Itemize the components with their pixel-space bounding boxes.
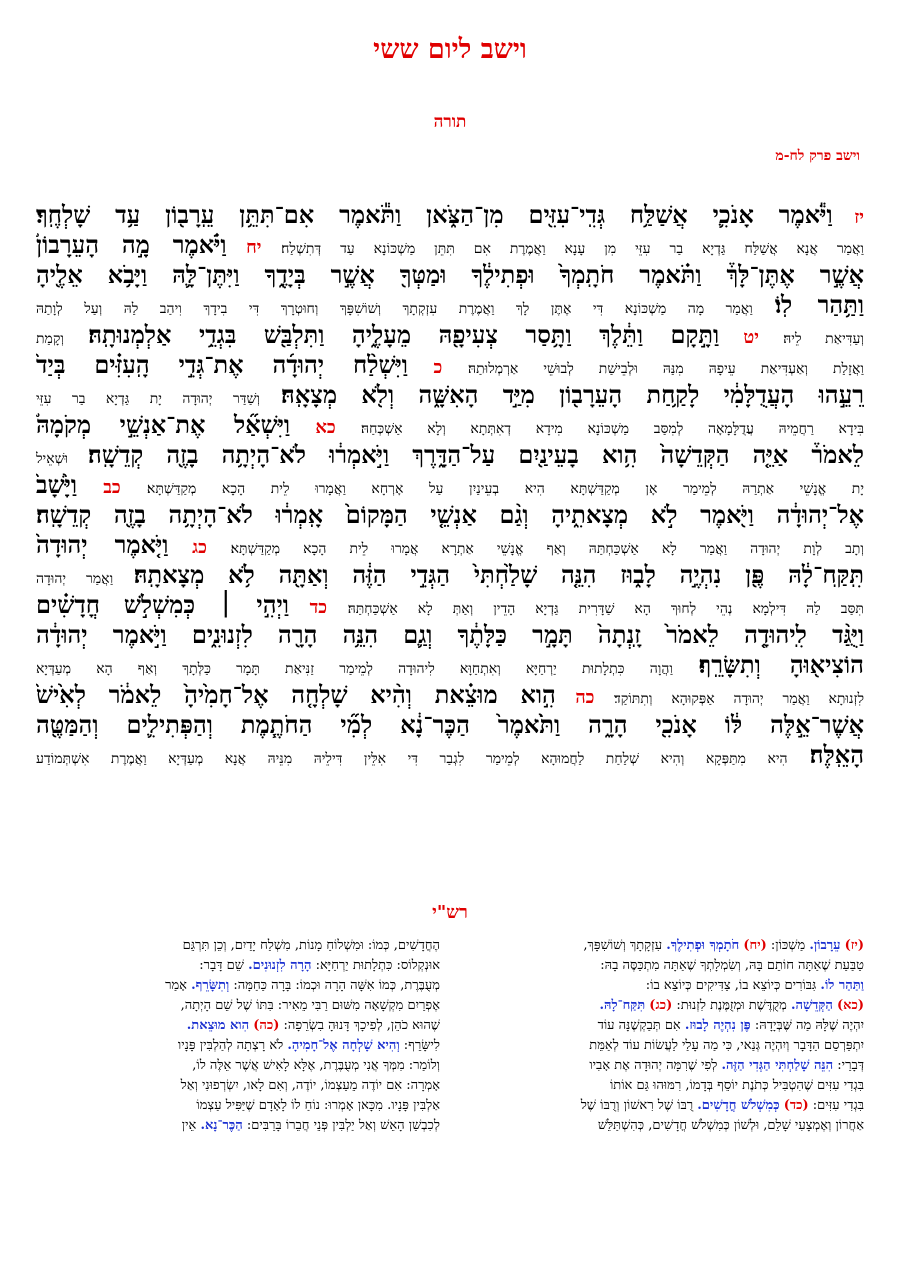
rashi-title: רש"י	[432, 902, 468, 923]
rashi-text: בִּגְדִי עִזִּים שֶׁהִטְבִּיל כְּתֹנֶת יוֹסֵף בְּדָמוֹ, רִמּוּהוּ גַּם אוֹתוֹ	[609, 1078, 864, 1093]
rashi-heading: תִּקַּח־לָהּ.	[599, 998, 646, 1013]
rashi-heading: הַכֶּר־נָא.	[200, 1118, 243, 1133]
targum-text: בִּידָא רַחֲמֵיהּ עֲדֻלָּמָאָה לְמִסַּב מַשְׁכּוֹנָא מִידָא דְאִתְּתָא וְלָא אַשְׁכְּחַהּ׃	[361, 421, 864, 437]
rashi-line	[464, 976, 864, 996]
verse-number: יז	[854, 207, 864, 228]
verse-text: אֶל־יְהוּדָ֔ה וַיֹּ֖אמֶר לֹ֣א מְצָאתִ֑יהָ וְגַ֨ם אַנְשֵׁ֤י הַמָּקוֹם֙ אָֽמְר֔וּ לֹא־הָיְתָ֥ה בָזֶ֖ה קְדֵשָֽׁה׃	[36, 500, 864, 529]
rashi-line	[40, 1096, 440, 1116]
targum-text: וְקָמַת	[36, 331, 64, 347]
section-title: תורה	[433, 112, 467, 132]
rashi-line	[40, 1076, 440, 1096]
torah-line	[36, 470, 864, 500]
torah-line	[36, 410, 864, 440]
rashi-line	[464, 1076, 864, 1096]
torah-line	[36, 290, 864, 320]
torah-line	[36, 350, 864, 380]
rashi-line	[40, 996, 440, 1016]
rashi-column-left	[40, 936, 440, 1136]
rashi-line	[464, 936, 864, 956]
rashi-text: אֵין	[181, 1118, 197, 1133]
verse-text: וַיִּשְׁלַ֨ח יְהוּדָ֜ה אֶת־גְּדִ֣י הָֽעִזִּ֗ים בְּיַד֙	[36, 350, 408, 379]
rashi-text: לֹא רָצְתָה לְהַלְבִּין פָּנָיו	[177, 1038, 284, 1053]
rashi-column-right	[464, 936, 864, 1136]
rashi-text: יִהְיֶה שֶׁלָּהּ מַה שֶּׁבְּיָדָהּ:	[754, 1018, 864, 1033]
verse-number: יט	[743, 327, 759, 348]
rashi-heading: וְהִיא שָׁלְחָה אֶל־חָמִיהָ.	[287, 1038, 400, 1053]
rashi-text: אֶפְרַיִם מִקְשָׁאָה מִשּׁוּם רַבִּי מֵאִיר: בִּתּוֹ שֶׁל שֵׁם הָיְתָה,	[180, 998, 440, 1013]
rashi-text: לְפִי שֶׁרִמָּה יְהוּדָה אֶת אָבִיו	[589, 1058, 718, 1073]
rashi-line	[40, 1016, 440, 1036]
verse-text: וַיֻּגַּ֨ד לִֽיהוּדָ֤ה לֵאמֹר֙ זָֽנְתָה֙ תָּמָ֣ר כַּלָּתֶ֔ךָ וְגַ֛ם הִנֵּ֥ה הָרָ֖ה לִזְנוּנִ֑ים וַיֹּ֣אמֶר יְהוּדָ֔ה	[36, 620, 864, 649]
rashi-heading: וַתַּהַר לוֹ.	[820, 978, 864, 993]
torah-line	[36, 680, 864, 710]
verse-number: כב	[103, 477, 121, 498]
targum-text: לִזְנוּתָא וַאֲמַר יְהוּדָה אַפְּקוּהָא וְתִתּוֹקַד׃	[614, 691, 864, 707]
rashi-line	[40, 976, 440, 996]
verse-text: אֲשֶׁ֣ר אֶתֶּן־לָּךְ֒ וַתֹּ֗אמֶר חֹתָֽמְךָ֙ וּפְתִילֶ֔ךָ וּמַטְּךָ֖ אֲשֶׁ֣ר בְּיָדֶ֑ךָ וַיִּתֶּן־לָּ֛הּ וַיָּבֹ֥א אֵלֶ֖יהָ	[36, 260, 864, 289]
verse-number: כא	[315, 417, 336, 438]
rashi-verse-number: (יז)	[844, 938, 864, 953]
rashi-text: לִישָּׂרֵף:	[403, 1038, 440, 1053]
rashi-text: וְלוֹמַר: מִמְּךָ אֲנִי מְעֻבֶּרֶת, אֶלָּא לָאִישׁ אֲשֶׁר אֵלֶּה לוֹ,	[192, 1058, 440, 1073]
verse-text: וַיֹּ֤אמֶר יְהוּדָה֙	[36, 530, 169, 559]
rashi-text: בִּגְדִי עִזִּים:	[812, 1098, 864, 1113]
rashi-line	[464, 1036, 864, 1056]
targum-text: הִיא מִתַּפְּקָא וְהִיא שְׁלַחַת לַחֲמוּהָא לְמֵימַר לִגְבַר דִּי אִלֵּין דִּילֵיהּ מִנֵּיהּ אֲנָא מְעַדְּיָא וַאֲמֶרֶת אִשְׁתְּמוֹדַע	[36, 751, 788, 767]
rashi-text: הֶחֳדָשִׁים, כְּמוֹ: וּמִשְׁלוֹחַ מָנוֹת, מִשְׁלַח יָדַיִם, וְכֵן תִּרְגֵּם	[182, 938, 440, 953]
rashi-heading: חֹתָמְךָ וּפְתִילֶךָ.	[666, 938, 740, 953]
targum-text: וַאֲמַר מָה מַשְׁכּוֹנָא דִּי אֶתֶּן לָךְ וַאֲמֶרֶת עִזְקְתָךְ וְשׁוֹשִׁפָּךְ וְחוּטְרָךְ דִּי בִידָךְ וִיהַב לַהּ וְעַל לְוָתַהּ	[36, 301, 753, 317]
rashi-text: אַלְבִּין פָּנָיו. מִכָּאן אָמְרוּ: נוֹחַ לוֹ לָאָדָם שֶׁיַּפִּיל עַצְמוֹ	[196, 1098, 440, 1113]
rashi-line	[464, 1016, 864, 1036]
rashi-text: מְעֻבֶּרֶת, כְּמוֹ אִשָּׁה הָרָה וּכְמוֹ: בָּרָה כַּחַמָּה:	[233, 978, 440, 993]
verse-text: וַתָּ֣קָם וַתֵּ֔לֶךְ וַתָּ֥סַר צְעִיפָ֖הּ מֵעָלֶ֑יהָ וַתִּלְבַּ֖שׁ בִּגְדֵ֥י אַלְמְנוּתָֽהּ׃	[88, 320, 720, 349]
targum-text: יָת אֱנָשֵׁי אַתְרַהּ לְמֵימַר אָן מְקַדַּשְׁתָּא הִיא בְעֵינַיִן עַל אָרְחָא וַאֲמָרוּ לֵית הָכָא מְקַדַּשְׁתָּא׃	[146, 481, 864, 497]
torah-line	[36, 590, 864, 620]
rashi-heading: כְּמִשְׁלֹשׁ חֳדָשִׁים.	[697, 1098, 780, 1113]
verse-number: כד	[309, 597, 328, 618]
rashi-line	[464, 996, 864, 1016]
verse-text: רֵעֵ֣הוּ הָעֲדֻלָּמִ֔י לָקַ֥חַת הָעֵרָב֖וֹן מִיַּ֣ד הָאִשָּׁ֑ה וְלֹ֖א מְצָאָֽהּ׃	[281, 380, 864, 409]
verse-number: כה	[575, 687, 595, 708]
verse-number: כ	[433, 357, 443, 378]
rashi-heading: הִנֵּה שָׁלַחְתִּי הַגְּדִי הַזֶּה.	[721, 1058, 834, 1073]
torah-line	[36, 650, 864, 680]
rashi-heading: הָרָה לִזְנוּנִים.	[248, 958, 312, 973]
torah-line	[36, 380, 864, 410]
torah-line	[36, 710, 864, 740]
torah-text-block	[36, 200, 864, 770]
verse-text: לֵאמֹר֒ אַיֵּ֤ה הַקְּדֵשָׁה֙ הִ֥וא בָעֵינַ֖יִם עַל־הַדָּ֑רֶךְ וַיֹּ֣אמְר֔וּ לֹא־הָיְתָ֥ה בָזֶ֖ה קְדֵשָֽׁה׃	[88, 440, 864, 469]
rashi-line	[40, 956, 440, 976]
verse-text: וַיִּשְׁאַ֞ל אֶת־אַנְשֵׁ֣י מְקֹמָהּ֮	[36, 410, 291, 439]
rashi-text: אָמְרָה: אִם יוֹדֶה מֵעַצְמוֹ, יוֹדֶה, וְאִם לָאו, יִשְׂרְפוּנִי וְאַל	[180, 1078, 440, 1093]
rashi-heading: הִוא מוּצֵאת.	[186, 1018, 250, 1033]
rashi-text: טַבַּעַת שֶׁאַתָּה חוֹתֵם בָּהּ, וְשִׂמְלָתְךָ שֶׁאַתָּה מִתְכַּסֶּה בָהּ:	[600, 958, 864, 973]
rashi-heading: פֶּן נִהְיֶה לָבוּז.	[684, 1018, 751, 1033]
torah-line	[36, 740, 864, 770]
verse-text: וַיָּ֙שָׁב֙	[36, 470, 77, 499]
rashi-text: עִזְקָתָךְ וְשׁוֹשִׁפָּךְ,	[583, 938, 663, 953]
targum-text: וַאֲמַר אֲנָא אֲשַׁלַּח גַּדְיָא בַר עִזֵּי מִן עָנָא וַאֲמֶרֶת אִם תִּתֵּן מַשְׁכּוֹנָא עַד דְּתִשְׁלַח׃	[281, 241, 864, 257]
targum-text: וּשְׁאֵיל	[36, 451, 69, 467]
verse-text: וַיֹּ֗אמֶר מָ֣ה הָעֵרָבוֹן֮	[36, 230, 227, 259]
targum-text: וְשַׁדַּר יְהוּדָה יָת גַּדְיָא בַר עִזֵּי	[36, 391, 260, 407]
torah-line	[36, 620, 864, 650]
torah-line	[36, 230, 864, 260]
rashi-line	[464, 1056, 864, 1076]
rashi-text: אָמַר	[165, 978, 187, 993]
rashi-text: שֶׁהוּא כֹהֵן, לְפִיכָךְ דָּנוּהָ בִשְׂרֵפָה:	[283, 1018, 440, 1033]
torah-line	[36, 500, 864, 530]
verse-text: וַיְהִ֣י ׀ כְּמִשְׁלֹ֣שׁ חֳדָשִׁ֗ים	[36, 590, 289, 619]
chapter-reference: וישב פרק לח-מ	[775, 148, 860, 164]
verse-text: הִ֣וא מוּצֵ֗את וְהִ֨יא שָׁלְחָ֤ה אֶל־חָמִ֙יהָ֙ לֵאמֹ֔ר לְאִ֙ישׁ֙	[36, 680, 556, 709]
torah-line	[36, 560, 864, 590]
rashi-line	[40, 936, 440, 956]
verse-text: אֲשֶׁר־אֵ֣לֶּה לּ֔וֹ אָנֹכִ֖י הָרָ֑ה וַתֹּ֙אמֶר֙ הַכֶּר־נָ֔א לְמִ֞י הַחֹתֶ֧מֶת וְהַפְּתִילִ֛ים וְהַמַּטֶּ֖ה	[36, 710, 864, 739]
torah-line	[36, 200, 864, 230]
rashi-text: אַחֲרוֹן וְאֶמְצָעִי שָׁלֵם, וּלְשׁוֹן כְּמִשְׁלֹשׁ חֳדָשִׁים, כְּהִשְׁתַּלֵּשׁ	[597, 1118, 864, 1133]
verse-text: הָאֵֽלֶּה׃	[809, 740, 864, 769]
rashi-heading: הַקְּדֵשָׁה.	[790, 998, 833, 1013]
targum-text: תִּסַּב לַהּ דִּילְמָא נְהֵי לְחוּךְ הָא שַׁדָּרִית גַּדְיָא הָדֵין וְאַתְּ לָא אַשְׁכַּחְתַּהּ׃	[347, 601, 864, 617]
targum-text: וְתָב לְוָת יְהוּדָה וַאֲמַר לָא אַשְׁכַּחְתַּהּ וְאַף אֱנָשֵׁי אַתְרָא אֲמָרוּ לֵית הָכָא מְקַדַּשְׁתָּא׃	[230, 541, 864, 557]
rashi-verse-number: (יח)	[743, 938, 767, 953]
rashi-heading: וְתִשָּׂרֵף.	[191, 978, 230, 993]
rashi-text: רֻבּוֹ שֶׁל רִאשׁוֹן וְרֻבּוֹ שֶׁל	[580, 1098, 694, 1113]
torah-line	[36, 320, 864, 350]
rashi-verse-number: (כה)	[253, 1018, 280, 1033]
rashi-text: אוּנְקְלוֹס: כִּתְלָתוּת יַרְחַיָּא:	[315, 958, 440, 973]
verse-number: יח	[246, 237, 262, 258]
rashi-text: דְּבָרַי:	[837, 1058, 864, 1073]
rashi-heading: עֵרָבוֹן.	[809, 938, 841, 953]
rashi-line	[464, 1096, 864, 1116]
verse-text: תִּֽקַּֽח־לָ֔הּ פֶּ֖ן נִהְיֶ֣ה לָב֑וּז הִנֵּ֤ה שָׁלַ֙חְתִּי֙ הַגְּדִ֣י הַזֶּ֔ה וְאַתָּ֖ה לֹ֥א מְצָאתָֽהּ׃	[133, 560, 864, 589]
verse-text: הוֹצִיא֖וּהָ וְתִשָּׂרֵֽף׃	[698, 650, 864, 679]
verse-text: וַתַּ֥הַר לֽוֹ׃	[774, 290, 864, 319]
torah-line	[36, 440, 864, 470]
rashi-verse-number: (כד)	[783, 1098, 809, 1113]
verse-text: וַיֹּ֕אמֶר אָנֹכִ֛י אֲשַׁלַּ֥ח גְּדִֽי־עִזִּ֖ים מִן־הַצֹּ֑אן וַתֹּ֕אמֶר אִם־תִּתֵּ֥ן עֵֽרָב֖וֹן עַ֥ד שָׁלְחֶֽךָ׃	[36, 200, 833, 229]
rashi-text: יִתְפַּרְסֵם הַדָּבָר וְיִהְיֶה גְּנַאי, כִּי מַה עָלַי לַעֲשׂוֹת עוֹד לְאַמֵּת	[589, 1038, 864, 1053]
rashi-text: מְקֻדֶּשֶׁת וּמְזֻמֶּנֶת לִזְנוּת:	[676, 998, 787, 1013]
rashi-line	[40, 1036, 440, 1056]
page-title: וישב ליום ששי	[373, 34, 527, 65]
rashi-text: מַשְׁכּוֹן:	[770, 938, 806, 953]
targum-text: וְעַדִּיאַת לֵיהּ׃	[783, 331, 864, 347]
targum-text: וַהֲוָה כִּתְלָתוּת יַרְחַיָּא וְאִתְחַוָּא לִיהוּדָה לְמֵימַר זַנִּיאַת תָּמָר כַּלְּתָךְ וְאַף הָא מְעַדְּיָא	[36, 661, 673, 677]
rashi-text: שֵׁם דָּבָר:	[199, 958, 244, 973]
rashi-line	[464, 1116, 864, 1136]
rashi-verse-number: (כא)	[836, 998, 864, 1013]
torah-line	[36, 530, 864, 560]
rashi-text: לְכִבְשַׁן הָאֵשׁ וְאַל יַלְבִּין פְּנֵי חֲבֵרוֹ בָּרַבִּים:	[246, 1118, 440, 1133]
verse-number: כג	[192, 537, 207, 558]
rashi-verse-number: (כג)	[649, 998, 673, 1013]
targum-text: וַאֲמַר יְהוּדָה	[36, 571, 114, 587]
rashi-text: גִּבּוֹרִים כְּיוֹצֵא בוֹ, צַדִּיקִים כְּיוֹצֵא בוֹ:	[645, 978, 817, 993]
rashi-line	[40, 1056, 440, 1076]
targum-text: וַאֲזָלַת וְאַעְדִּיאַת עֵיפָהּ מִנַּהּ וּלְבֵישַׁת לְבוּשֵׁי אַרְמְלוּתַהּ׃	[468, 361, 864, 377]
rashi-line	[40, 1116, 440, 1136]
rashi-line	[464, 956, 864, 976]
torah-line	[36, 260, 864, 290]
rashi-text: אִם תְּבַקְשֶׁנָּה עוֹד	[597, 1018, 681, 1033]
